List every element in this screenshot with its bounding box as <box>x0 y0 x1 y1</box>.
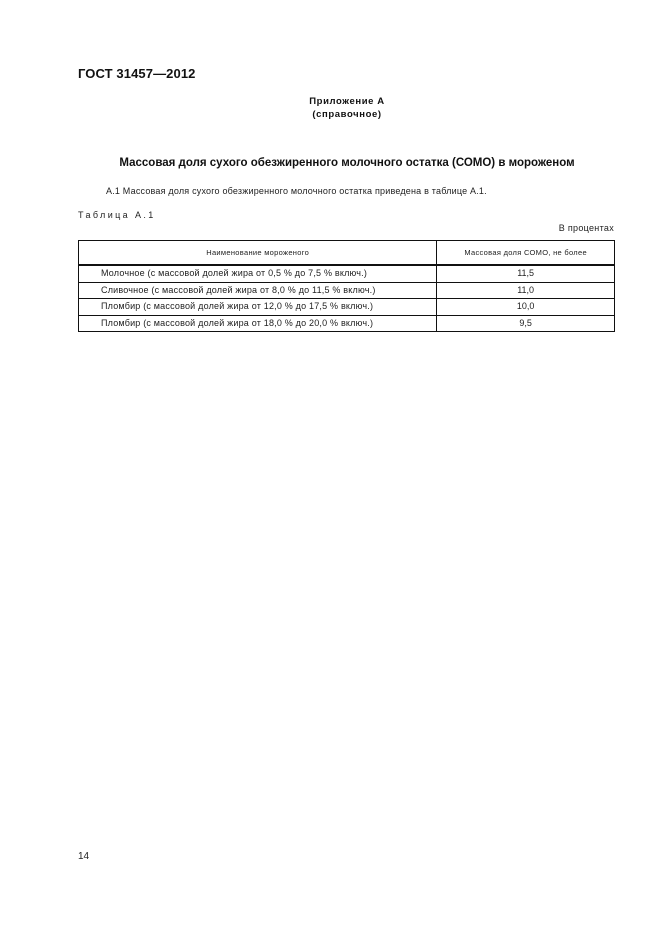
table-row <box>79 282 615 299</box>
cell-value: 11,5 <box>437 265 615 282</box>
table-units: В процентах <box>558 223 614 233</box>
table-label: Таблица А.1 <box>78 210 156 220</box>
table-row <box>79 299 615 316</box>
cell-name: Пломбир (с массовой долей жира от 18,0 % до 20,0 % включ.) <box>79 315 437 332</box>
cell-name: Пломбир (с массовой долей жира от 12,0 % до 17,5 % включ.) <box>79 299 437 316</box>
table-row <box>79 265 615 282</box>
column-header-value: Массовая доля СОМО, не более <box>437 241 615 266</box>
annex-title: Приложение А <box>309 96 385 107</box>
cell-name: Молочное (с массовой долей жира от 0,5 % до 7,5 % включ.) <box>79 265 437 282</box>
table-header-row <box>79 241 615 266</box>
section-title: Массовая доля сухого обезжиренного молочного остатка (СОМО) в мороженом <box>119 157 575 169</box>
table-row <box>79 315 615 332</box>
data-table <box>78 240 615 332</box>
cell-value: 11,0 <box>437 282 615 299</box>
cell-name: Сливочное (с массовой долей жира от 8,0 % до 11,5 % включ.) <box>79 282 437 299</box>
annex-heading <box>0 95 661 121</box>
column-header-name: Наименование мороженого <box>79 241 437 266</box>
annex-subtitle: (справочное) <box>312 109 382 120</box>
page-number: 14 <box>78 851 90 862</box>
cell-value: 10,0 <box>437 299 615 316</box>
paragraph-a1: А.1 Массовая доля сухого обезжиренного молочного остатка приведена в таблице А.1. <box>106 186 487 196</box>
cell-value: 9,5 <box>437 315 615 332</box>
document-code: ГОСТ 31457—2012 <box>78 66 196 81</box>
